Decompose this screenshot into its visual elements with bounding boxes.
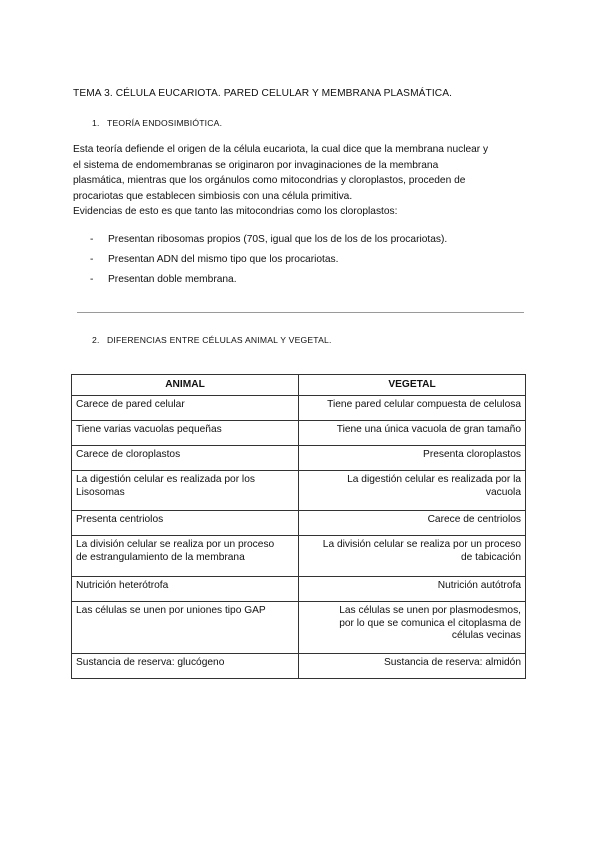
cell-line: Sustancia de reserva: almidón [383,657,521,668]
paragraph-line: Esta teoría defiende el origen de la célula eucariota, la cual dice que la membrana nuclear y [73,144,489,155]
cell-line: células vecinas [451,630,521,641]
list-item [90,252,447,272]
list-item [90,272,447,292]
cell-line: Nutrición heterótrofa [76,580,169,591]
list-item-text: Presentan ADN del mismo tipo que los procariotas. [108,254,339,265]
cell-animal [72,602,299,654]
section-heading-text: DIFERENCIAS ENTRE CÉLULAS ANIMAL Y VEGETAL. [107,335,332,345]
cell-line: Tiene una única vacuola de gran tamaño [336,424,521,435]
cell-line: Sustancia de reserva: glucógeno [76,657,225,668]
table-row [72,446,526,471]
cell-animal [72,421,299,446]
cell-line: Las células se unen por plasmodesmos, [339,605,521,616]
table-row [72,602,526,654]
cell-line: Lisosomas [76,486,125,498]
cell-line: Nutrición autótrofa [437,580,521,591]
cell-vegetal [299,536,526,577]
cell-animal [72,396,299,421]
header-animal: ANIMAL [72,375,299,396]
cell-line: Carece de pared celular [76,399,185,410]
table-row [72,577,526,602]
cell-line: de estrangulamiento de la membrana [76,551,245,563]
document-title: TEMA 3. CÉLULA EUCARIOTA. PARED CELULAR Y MEMBRANA PLASMÁTICA. [73,88,453,99]
section-number: 1. [92,118,100,128]
cell-animal [72,471,299,511]
section-heading-endosymbiotic [92,118,222,128]
cell-line: La digestión celular es realizada por los [76,474,255,485]
cell-vegetal [299,654,526,679]
section-heading-differences [92,335,332,345]
cell-animal [72,536,299,577]
table-row [72,396,526,421]
cell-line: por lo que se comunica el citoplasma de [339,617,521,629]
cell-line: Tiene varias vacuolas pequeñas [76,424,222,435]
header-vegetal: VEGETAL [299,375,526,396]
cell-vegetal [299,421,526,446]
cell-animal [72,511,299,536]
cell-line: La división celular se realiza por un proceso [76,539,275,550]
table-row [72,421,526,446]
paragraph-line: el sistema de endomembranas se originaron por invaginaciones de la membrana [73,159,439,171]
table-row [72,471,526,511]
bullet-dash: - [90,254,94,265]
section-number: 2. [92,335,100,345]
cell-vegetal [299,471,526,511]
cell-vegetal [299,396,526,421]
cell-line: Carece de centriolos [427,514,521,525]
bullet-dash: - [90,234,94,245]
bullet-dash: - [90,274,94,285]
cell-animal [72,446,299,471]
cell-vegetal [299,602,526,654]
paragraph-line: procariotas que establecen simbiosis con una célula primitiva. [73,190,353,202]
cell-animal [72,654,299,679]
section-heading-text: TEORÍA ENDOSIMBIÓTICA. [107,118,223,128]
cell-animal [72,577,299,602]
table-header-row [72,375,526,396]
theory-paragraph [73,142,533,220]
table-row [72,511,526,536]
cell-line: La digestión celular es realizada por la [347,474,521,485]
cell-vegetal [299,511,526,536]
list-item-text: Presentan doble membrana. [108,274,237,285]
horizontal-divider [77,312,524,313]
evidence-list [90,232,447,292]
cell-line: Presenta centriolos [76,514,164,525]
cell-line: Tiene pared celular compuesta de celulosa [327,399,521,410]
list-item [90,232,447,252]
comparison-table [71,374,526,679]
cell-vegetal [299,446,526,471]
paragraph-line: Evidencias de esto es que tanto las mitocondrias como los cloroplastos: [73,206,398,217]
table-row [72,536,526,577]
cell-line: de tabicación [460,551,521,563]
cell-line: Presenta cloroplastos [423,449,521,460]
cell-vegetal [299,577,526,602]
table-row [72,654,526,679]
cell-line: Carece de cloroplastos [76,449,181,460]
list-item-text: Presentan ribosomas propios (70S, igual que los de los de los procariotas). [108,234,448,245]
cell-line: vacuola [485,486,521,498]
cell-line: Las células se unen por uniones tipo GAP [76,605,266,616]
paragraph-line: plasmática, mientras que los orgánulos como mitocondrias y cloroplastos, proceden de [73,175,466,186]
cell-line: La división celular se realiza por un proceso [322,539,521,550]
